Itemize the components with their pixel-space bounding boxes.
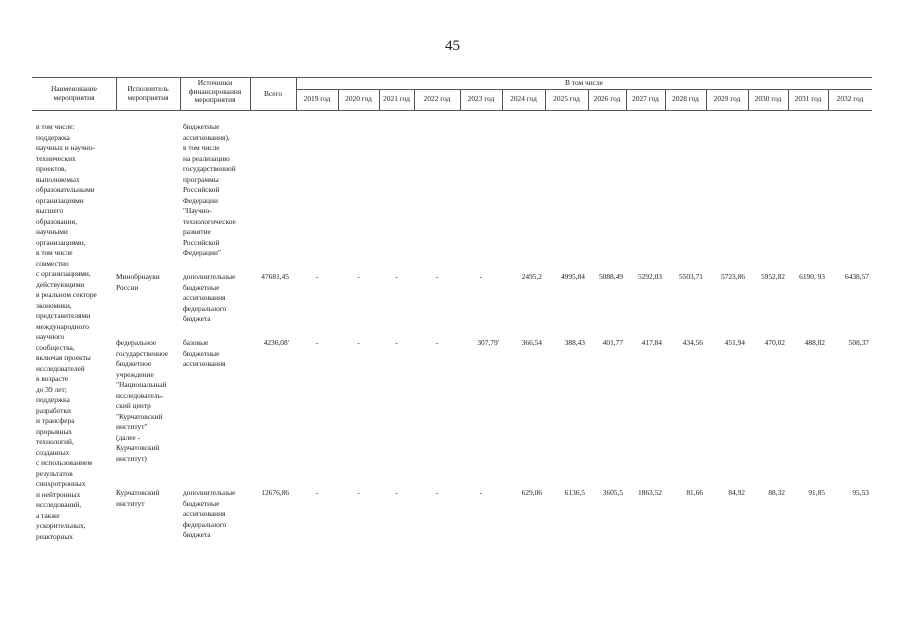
row2-value: 451,94	[724, 338, 745, 347]
row2-source: базовые бюджетные ассигнования	[183, 338, 226, 368]
name-text: в том числе: поддержка научных и научно- технических проектов, выполняемых образовательными организациями высшего образования, научными организациями, в том числе совместно с организациями, действующими в реальном секторе экономики, представителями международного научного сообщества, включая проекты исследователей в возрасте до 39 лет; поддержка разработки и трансфера прорывных технологий, созданных с использованием результатов синхротронных и нейтронных исследований, а также ускорительных, реакторных	[36, 122, 97, 541]
header-total: Всего	[263, 89, 283, 98]
row3-value: 95,53	[852, 488, 869, 497]
year-header: 2028 год	[672, 94, 699, 103]
row3-total: 12676,86	[261, 488, 289, 497]
header-top-line	[32, 77, 872, 78]
row3-value: 91,85	[808, 488, 825, 497]
row2-value: 366,54	[521, 338, 542, 347]
row1-value: 5952,82	[760, 272, 785, 281]
header-bottom-line	[32, 110, 872, 111]
page-number: 45	[445, 38, 460, 54]
row1-value: 5723,86	[720, 272, 745, 281]
row1-value: 5503,71	[678, 272, 703, 281]
year-header: 2030 год	[754, 94, 782, 103]
row2-value: 417,84	[641, 338, 662, 347]
row2-executor: федеральное государственное бюджетное учреждение "Национальный исследователь- ский центр "Курчатовский институт" (далее - Курчатовский институт)	[116, 338, 169, 463]
row2-value: 434,56	[682, 338, 703, 347]
header-sources: Источники финансирования мероприятия	[188, 78, 242, 105]
row2-value: 488,82	[804, 338, 825, 347]
row2-value: -	[435, 338, 439, 347]
year-header: 2031 год	[794, 94, 822, 103]
row2-value: 401,77	[602, 338, 623, 347]
year-header: 2024 год	[510, 94, 537, 103]
row3-value: 6136,5	[564, 488, 585, 497]
row1-value: 6438,57	[844, 272, 869, 281]
row3-source: дополнительные бюджетные ассигнования федерального бюджета	[183, 488, 236, 539]
row1-value: 6190, 93	[799, 272, 825, 281]
row2-total: 4236,08'	[263, 338, 289, 347]
header-name: Наименование мероприятия	[50, 84, 98, 102]
row1-source: дополнительные бюджетные ассигнования федерального бюджета	[183, 272, 236, 323]
year-header: 2032 год	[836, 94, 864, 103]
year-header: 2029 год	[713, 94, 741, 103]
header-group: В том числе	[565, 78, 603, 87]
row1-executor: Минобрнауки России	[116, 272, 160, 292]
row3-executor: Курчатовский институт	[116, 488, 160, 508]
row3-value: -	[435, 488, 439, 497]
year-header: 2026 год	[593, 94, 621, 103]
row1-value: -	[435, 272, 439, 281]
row1-value: 5088,49	[598, 272, 623, 281]
source-top: бюджетные ассигнования), в том числе на реализацию государственной программы Российской Федерации "Научно- технологическое развитие Российской Федерации"	[183, 122, 236, 257]
row2-value: -	[357, 338, 360, 347]
row2-value: 470,02	[764, 338, 785, 347]
header-executor: Исполнитель мероприятия	[127, 84, 169, 102]
group-sub-line	[296, 89, 872, 90]
row1-value: -	[479, 272, 483, 281]
row3-value: 84,92	[728, 488, 745, 497]
row1-value: -	[315, 272, 319, 281]
row1-value: -	[395, 272, 398, 281]
row3-value: -	[479, 488, 483, 497]
row2-value: -	[315, 338, 319, 347]
row1-value: 4995,84	[560, 272, 585, 281]
year-header: 2027 год	[632, 94, 659, 103]
row1-value: -	[357, 272, 360, 281]
row2-value: 307,79'	[477, 338, 499, 347]
year-header: 2019 год	[303, 94, 331, 103]
row2-value: 508,37	[848, 338, 869, 347]
year-header: 2022 год	[423, 94, 451, 103]
row3-value: -	[357, 488, 360, 497]
row1-value: 2495,2	[521, 272, 542, 281]
row1-value: 5292,03	[637, 272, 662, 281]
row3-value: 629,06	[521, 488, 542, 497]
row1-total: 47681,45	[261, 272, 289, 281]
row3-value: 1863,52	[637, 488, 662, 497]
year-header: 2023 год	[467, 94, 495, 103]
row2-value: 388,43	[564, 338, 585, 347]
row2-value: -	[395, 338, 398, 347]
row3-value: -	[315, 488, 319, 497]
year-header: 2021 год	[383, 94, 410, 103]
row3-value: 81,66	[686, 488, 703, 497]
row3-value: 88,32	[768, 488, 785, 497]
row3-value: -	[395, 488, 398, 497]
row3-value: 3605,5	[602, 488, 623, 497]
year-header: 2025 год	[553, 94, 580, 103]
year-header: 2020 год	[345, 94, 372, 103]
